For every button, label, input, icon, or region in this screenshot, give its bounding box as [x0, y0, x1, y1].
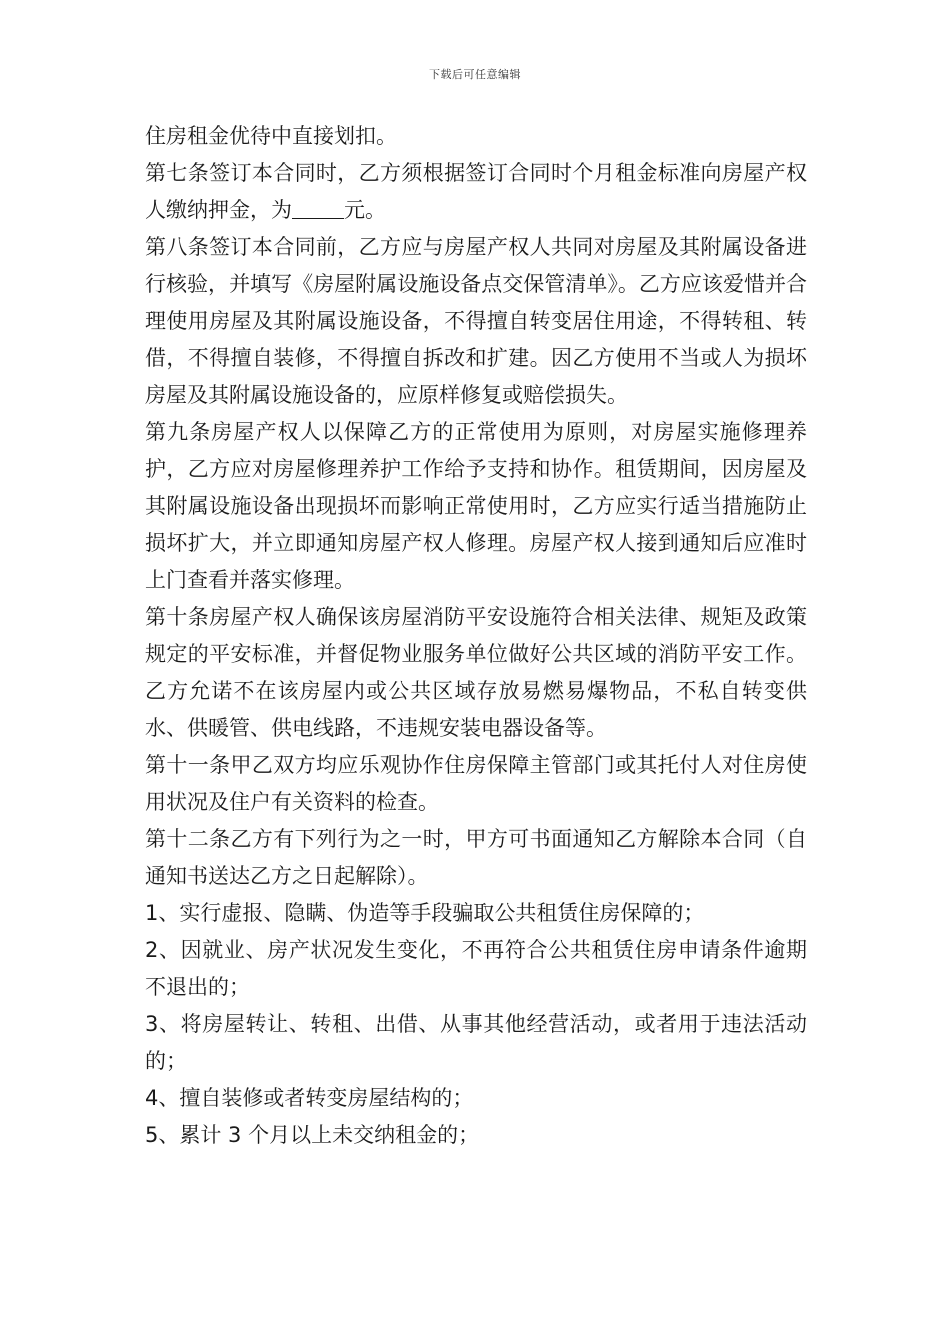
- article-7-unit: 元。: [344, 198, 386, 222]
- paragraph-article-11: 第十一条甲乙双方均应乐观协作住房保障主管部门或其托付人对住房使用状况及住户有关资料的检查。: [145, 753, 807, 814]
- article-7-text: 第七条签订本合同时，乙方须根据签订合同时个月租金标准向房屋产权人缴纳押金，为: [145, 161, 807, 222]
- list-item-2: 2、因就业、房产状况发生变化，不再符合公共租赁住房申请条件逾期不退出的；: [145, 938, 807, 999]
- paragraph-article-8: 第八条签订本合同前，乙方应与房屋产权人共同对房屋及其附属设备进行核验，并填写《房屋附属设施设备点交保管清单》。乙方应该爱惜并合理使用房屋及其附属设施设备，不得擅自转变居住用途，不得转租、转借，不得擅自装修，不得擅自拆改和扩建。因乙方使用不当或人为损坏房屋及其附属设施设备的，应原样修复或赔偿损失。: [145, 235, 807, 407]
- list-item-3: 3、将房屋转让、转租、出借、从事其他经营活动，或者用于违法活动的；: [145, 1012, 807, 1073]
- list-item-5: 5、累计 3 个月以上未交纳租金的；: [145, 1123, 480, 1147]
- paragraph-article-12: 第十二条乙方有下列行为之一时，甲方可书面通知乙方解除本合同（自通知书送达乙方之日起解除）。: [145, 827, 807, 888]
- list-item-4: 4、擅自装修或者转变房屋结构的；: [145, 1086, 474, 1110]
- paragraph-article-9: 第九条房屋产权人以保障乙方的正常使用为原则，对房屋实施修理养护，乙方应对房屋修理养护工作给予支持和协作。租赁期间，因房屋及其附属设施设备出现损坏而影响正常使用时，乙方应实行适当措施防止损坏扩大，并立即通知房屋产权人修理。房屋产权人接到通知后应准时上门查看并落实修理。: [145, 420, 807, 592]
- paragraph-article-7: [145, 155, 807, 229]
- paragraph-rent-deduction: 住房租金优待中直接划扣。: [145, 124, 397, 148]
- paragraph-article-10: 第十条房屋产权人确保该房屋消防平安设施符合相关法律、规矩及政策规定的平安标准，并督促物业服务单位做好公共区域的消防平安工作。乙方允诺不在该房屋内或公共区域存放易燃易爆物品，不私自转变供水、供暖管、供电线路，不违规安装电器设备等。: [145, 605, 807, 740]
- header-note: 下载后可任意编辑: [429, 68, 521, 81]
- document-body: [145, 118, 807, 1154]
- deposit-amount-blank: [292, 198, 344, 219]
- list-item-1: 1、实行虚报、隐瞒、伪造等手段骗取公共租赁住房保障的；: [145, 901, 705, 925]
